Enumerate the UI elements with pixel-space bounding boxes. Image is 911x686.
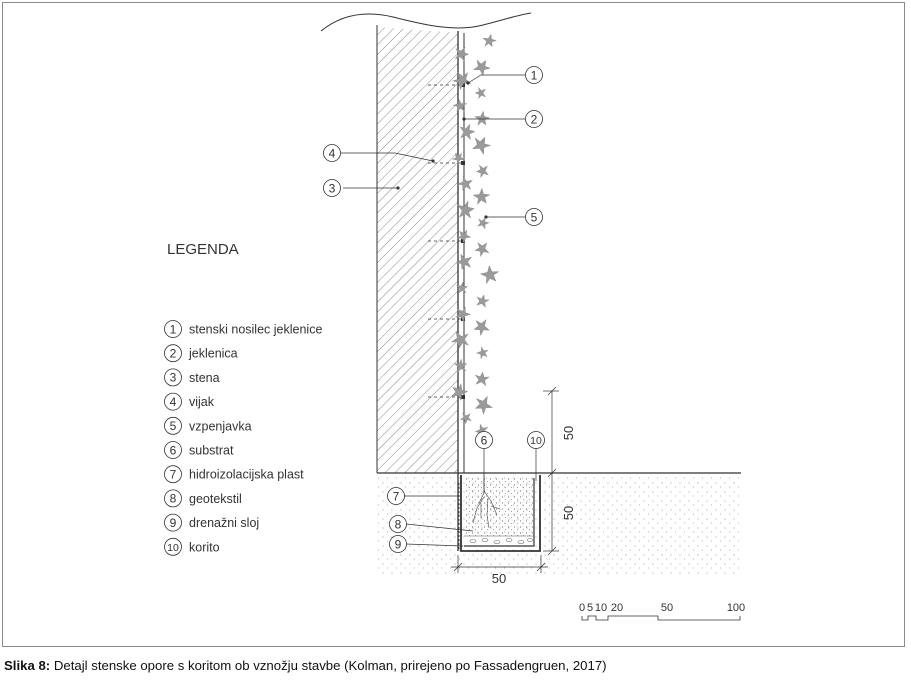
legend-item-label: hidroizolacijska plast xyxy=(189,467,304,482)
legend-item xyxy=(165,442,234,459)
callout-8 xyxy=(390,516,407,533)
legend-item-label: geotekstil xyxy=(189,491,242,506)
callout-2 xyxy=(526,111,543,128)
leaf-shape xyxy=(475,87,485,98)
legend-item-label: stenski nosilec jeklenice xyxy=(189,322,323,337)
legend-item-number: 6 xyxy=(169,443,177,458)
leaf-shape xyxy=(457,200,475,219)
callout-4 xyxy=(324,145,341,162)
legend-item xyxy=(165,466,305,483)
dim-height-below: 50 xyxy=(561,505,576,521)
legend-item-label: stena xyxy=(189,370,220,385)
legend-title: LEGENDA xyxy=(167,241,239,258)
callout-9-num: 9 xyxy=(394,537,402,552)
legend-item-label: korito xyxy=(189,540,220,555)
scale-tick-10: 10 xyxy=(594,602,608,614)
legend-item-number: 5 xyxy=(169,419,177,434)
callout-7 xyxy=(388,488,405,505)
figure-caption xyxy=(4,658,607,673)
leaf-shape xyxy=(474,371,490,386)
legend-item xyxy=(165,321,323,338)
leaf-shape xyxy=(456,176,474,193)
legend-item-number: 2 xyxy=(169,346,177,361)
callout-10-num: 10 xyxy=(530,435,542,447)
caption-prefix: Slika 8: xyxy=(4,658,51,673)
scale-tick-20: 20 xyxy=(610,602,624,614)
callout-6-num: 6 xyxy=(480,433,488,448)
caption-text: Detajl stenske opore s koritom ob vznožju stavbe (Kolman, prirejeno po Fassadengruen, 2017) xyxy=(50,658,607,673)
callout-9 xyxy=(390,536,407,553)
legend-item-number: 3 xyxy=(169,370,177,385)
dim-height-above: 50 xyxy=(561,425,576,441)
callout-5-num: 5 xyxy=(530,210,538,225)
callout-7-num: 7 xyxy=(392,489,400,504)
leaf-shape xyxy=(471,187,492,208)
callout-4-num: 4 xyxy=(328,146,336,161)
leaf-shape xyxy=(476,216,490,230)
legend-item-number: 4 xyxy=(169,394,177,409)
legend-item-number: 7 xyxy=(169,467,177,482)
leaf-shape xyxy=(472,394,493,416)
legend-item-label: drenažni sloj xyxy=(189,516,260,531)
legend-item xyxy=(165,538,220,555)
leaf-shape xyxy=(470,134,492,155)
wall-detail-drawing xyxy=(3,3,906,648)
callout-10 xyxy=(528,432,545,449)
legend-item xyxy=(165,369,220,386)
scale-tick-100: 100 xyxy=(726,602,746,614)
legend-item-number: 8 xyxy=(169,491,177,506)
leaf-shape xyxy=(474,241,490,257)
legend-item-label: substrat xyxy=(189,443,234,458)
wall-hatch xyxy=(377,27,458,473)
leaf-shape xyxy=(476,346,491,361)
dim-width: 50 xyxy=(491,571,507,586)
leaf-shape xyxy=(481,33,497,49)
legend xyxy=(165,241,323,555)
leaf-shape xyxy=(476,164,489,178)
callout-6 xyxy=(476,432,493,449)
legend-item-label: vzpenjavka xyxy=(189,419,252,434)
callout-1-num: 1 xyxy=(530,68,538,83)
legend-item xyxy=(165,393,215,410)
leaf-shape xyxy=(460,413,472,424)
legend-item-number: 9 xyxy=(169,515,177,530)
legend-item-number: 10 xyxy=(167,542,179,555)
figure-frame xyxy=(2,2,905,647)
leaf-shape xyxy=(479,264,502,287)
leaf-shape xyxy=(472,56,493,76)
scale-tick-0: 0 xyxy=(578,602,586,614)
callout-8-num: 8 xyxy=(394,517,402,532)
scale-tick-5: 5 xyxy=(586,602,594,614)
legend-item xyxy=(165,514,260,531)
leaf-shape xyxy=(475,293,490,307)
leaf-shape xyxy=(473,110,492,128)
legend-item-number: 1 xyxy=(169,322,177,337)
legend-item-label: jeklenica xyxy=(189,346,238,361)
legend-item xyxy=(165,345,238,362)
callout-3-num: 3 xyxy=(328,181,336,196)
legend-item-label: vijak xyxy=(189,395,215,410)
break-line xyxy=(321,13,531,31)
callout-1 xyxy=(526,67,543,84)
scale-bar xyxy=(579,602,745,620)
legend-item xyxy=(165,417,252,434)
leaf-shape xyxy=(460,124,475,140)
scale-tick-50: 50 xyxy=(660,602,674,614)
callout-3 xyxy=(324,180,341,197)
callout-2-num: 2 xyxy=(530,112,538,127)
trough xyxy=(459,475,540,551)
legend-item xyxy=(165,490,242,507)
callout-5 xyxy=(526,209,543,226)
leaf-shape xyxy=(472,318,490,337)
ground-soil xyxy=(375,475,741,575)
